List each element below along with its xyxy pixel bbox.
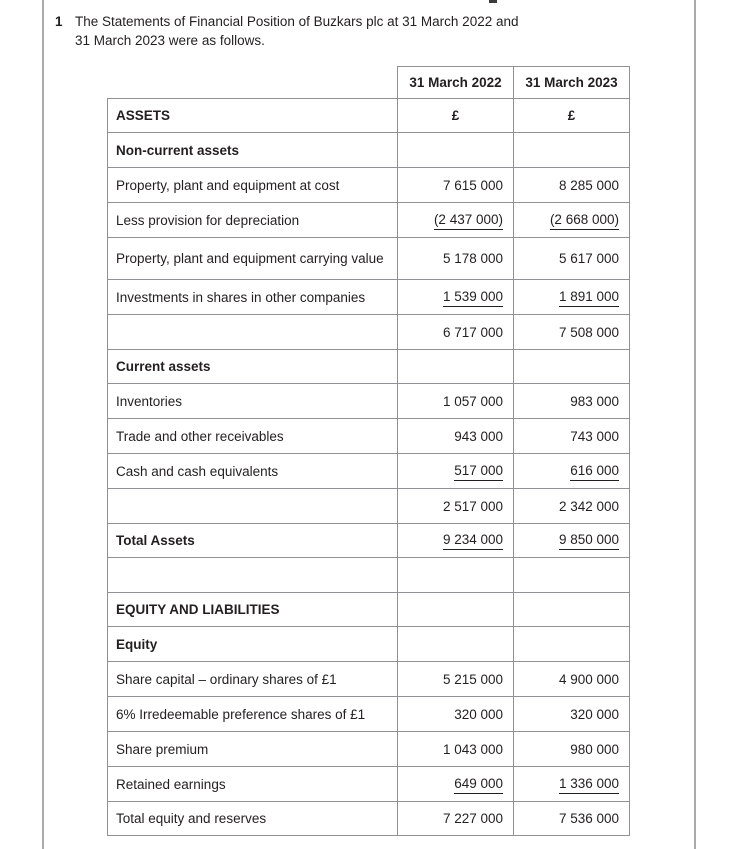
- value-2023: 1 891 000: [514, 280, 630, 315]
- value-2022: 9 234 000: [398, 524, 514, 558]
- currency-symbol-2022: £: [398, 99, 514, 133]
- value-2022: [398, 627, 514, 662]
- row-label: EQUITY AND LIABILITIES: [108, 593, 398, 627]
- page-margin-line-left: [42, 0, 44, 849]
- table-row: [108, 732, 630, 767]
- table-row: [108, 489, 630, 524]
- row-label: Property, plant and equipment at cost: [108, 168, 398, 203]
- value-2022: 1 043 000: [398, 732, 514, 767]
- question-number: 1: [55, 14, 63, 29]
- value-2022: 1 057 000: [398, 384, 514, 419]
- table-row: [108, 627, 630, 662]
- table-row: [108, 419, 630, 454]
- table-row: [108, 350, 630, 384]
- row-label: Total equity and reserves: [108, 802, 398, 836]
- value-2023: 983 000: [514, 384, 630, 419]
- column-header-2023: 31 March 2023: [514, 67, 630, 99]
- value-2022: [398, 133, 514, 168]
- table-row: [108, 99, 630, 133]
- value-2023: 743 000: [514, 419, 630, 454]
- value-2022: 5 178 000: [398, 238, 514, 280]
- row-label: Property, plant and equipment carrying value: [108, 238, 398, 280]
- value-2023: 8 285 000: [514, 168, 630, 203]
- row-label: Inventories: [108, 384, 398, 419]
- table-row: [108, 168, 630, 203]
- table-row-spacer: [108, 558, 630, 593]
- question-text-line1: The Statements of Financial Position of Buzkars plc at 31 March 2022 and: [75, 14, 519, 29]
- value-2023: 7 536 000: [514, 802, 630, 836]
- value-2023: [514, 558, 630, 593]
- value-2023: 616 000: [514, 454, 630, 489]
- row-label: Equity: [108, 627, 398, 662]
- row-label: Investments in shares in other companies: [108, 280, 398, 315]
- row-label: [108, 489, 398, 524]
- question-block: [55, 12, 635, 50]
- row-label: Non-current assets: [108, 133, 398, 168]
- table-row: [108, 697, 630, 732]
- value-2023: [514, 627, 630, 662]
- table-row: [108, 662, 630, 697]
- row-label: Current assets: [108, 350, 398, 384]
- value-2022: (2 437 000): [398, 203, 514, 238]
- value-2023: 5 617 000: [514, 238, 630, 280]
- row-label: Cash and cash equivalents: [108, 454, 398, 489]
- value-2023: 7 508 000: [514, 315, 630, 350]
- page-crop-artifact: [489, 0, 497, 3]
- value-2023: 980 000: [514, 732, 630, 767]
- table-row: [108, 384, 630, 419]
- value-2023: 4 900 000: [514, 662, 630, 697]
- header-spacer-cell: [108, 67, 398, 99]
- table-row: [108, 802, 630, 836]
- value-2022: [398, 558, 514, 593]
- value-2023: (2 668 000): [514, 203, 630, 238]
- value-2023: 9 850 000: [514, 524, 630, 558]
- value-2022: [398, 350, 514, 384]
- row-label: ASSETS: [108, 99, 398, 133]
- row-label: Less provision for depreciation: [108, 203, 398, 238]
- financial-position-table: [107, 66, 630, 836]
- value-2023: [514, 350, 630, 384]
- table-row: [108, 524, 630, 558]
- row-label: Retained earnings: [108, 767, 398, 802]
- question-text-line2: 31 March 2023 were as follows.: [75, 33, 265, 48]
- column-header-2022: 31 March 2022: [398, 67, 514, 99]
- value-2022: 517 000: [398, 454, 514, 489]
- value-2022: 649 000: [398, 767, 514, 802]
- row-label: Trade and other receivables: [108, 419, 398, 454]
- row-label: [108, 558, 398, 593]
- value-2022: [398, 593, 514, 627]
- table-row: [108, 280, 630, 315]
- value-2023: [514, 593, 630, 627]
- row-label: Share capital – ordinary shares of £1: [108, 662, 398, 697]
- table-row: [108, 315, 630, 350]
- value-2023: 1 336 000: [514, 767, 630, 802]
- table-header-row: [108, 67, 630, 99]
- value-2022: 7 615 000: [398, 168, 514, 203]
- question-text: [75, 12, 635, 50]
- page-margin-line-right: [694, 0, 696, 849]
- value-2022: 1 539 000: [398, 280, 514, 315]
- row-label: [108, 315, 398, 350]
- value-2022: 2 517 000: [398, 489, 514, 524]
- value-2023: 2 342 000: [514, 489, 630, 524]
- table-row: [108, 454, 630, 489]
- value-2023: [514, 133, 630, 168]
- value-2022: 5 215 000: [398, 662, 514, 697]
- row-label: 6% Irredeemable preference shares of £1: [108, 697, 398, 732]
- table-row: [108, 133, 630, 168]
- row-label: Total Assets: [108, 524, 398, 558]
- value-2022: 943 000: [398, 419, 514, 454]
- value-2023: 320 000: [514, 697, 630, 732]
- row-label: Share premium: [108, 732, 398, 767]
- value-2022: 7 227 000: [398, 802, 514, 836]
- value-2022: 320 000: [398, 697, 514, 732]
- table-row: [108, 593, 630, 627]
- table-row: [108, 203, 630, 238]
- currency-symbol-2023: £: [514, 99, 630, 133]
- table-row: [108, 767, 630, 802]
- table-row: [108, 238, 630, 280]
- value-2022: 6 717 000: [398, 315, 514, 350]
